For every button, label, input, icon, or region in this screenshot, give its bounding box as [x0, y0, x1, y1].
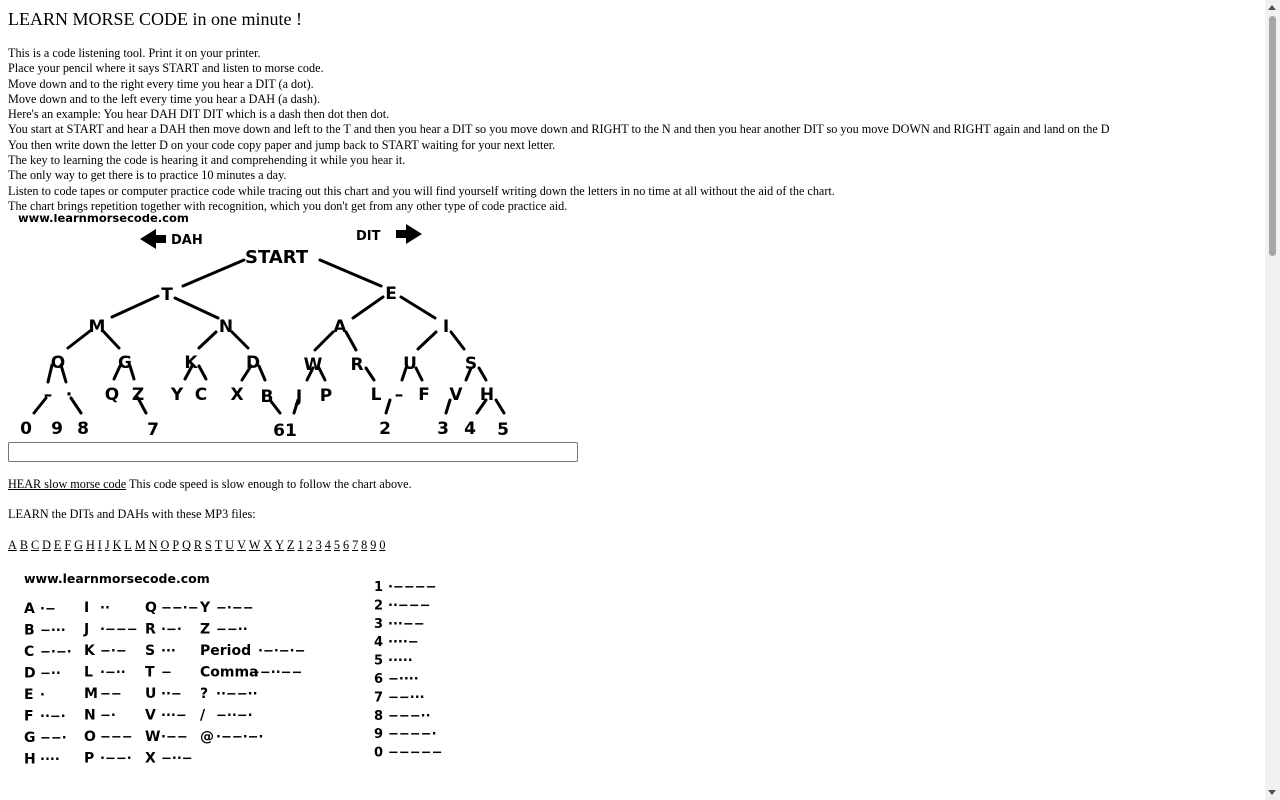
- node-5: 5: [497, 420, 509, 440]
- code-char: Y: [200, 600, 211, 617]
- node-3: 3: [437, 419, 449, 440]
- scroll-up-arrow-icon[interactable]: [1268, 5, 1276, 10]
- code-char: Period: [200, 643, 252, 660]
- dah-arrow-head: [140, 229, 156, 249]
- text-input[interactable]: [8, 442, 578, 462]
- mp3-link-x[interactable]: X: [263, 538, 273, 553]
- dit-label: DIT: [356, 229, 381, 245]
- intro-line: Listen to code tapes or computer practice code while tracing out this chart and you will find yourself writing down the letters in no time at all without the aid of the chart.: [8, 183, 835, 198]
- mp3-link-j[interactable]: J: [104, 538, 110, 553]
- hear-paragraph: [8, 477, 1258, 492]
- mp3-link-e[interactable]: E: [53, 538, 62, 553]
- code-pattern: −−··: [216, 622, 248, 638]
- code-pattern: −−·−: [161, 601, 199, 617]
- code-char: Q: [145, 600, 157, 617]
- code-char: G: [24, 730, 36, 747]
- code-char: S: [145, 643, 156, 660]
- code-pattern: ··: [100, 601, 110, 617]
- mp3-link-1[interactable]: 1: [297, 538, 304, 553]
- code-pattern: −·: [100, 708, 116, 724]
- node-7: 7: [147, 420, 159, 440]
- code-pattern: −−··−−: [249, 665, 303, 681]
- code-pattern: ···: [161, 644, 176, 660]
- node-4: 4: [464, 419, 476, 440]
- code-char: H: [24, 751, 36, 768]
- node-Y: Y: [170, 385, 184, 406]
- code-number: 1: [374, 580, 384, 596]
- node-61: 61: [273, 421, 297, 440]
- node-O: O: [50, 353, 66, 374]
- node-Z: Z: [131, 385, 145, 406]
- intro-line: The key to learning the code is hearing it and comprehending it while you hear it.: [8, 153, 406, 168]
- scroll-thumb[interactable]: [1269, 16, 1276, 256]
- node-L: L: [370, 385, 382, 406]
- code-char: W: [145, 729, 161, 746]
- code-char: B: [24, 622, 35, 639]
- code-pattern: ··−: [161, 687, 182, 703]
- code-char: N: [84, 707, 96, 724]
- code-char: @: [200, 729, 214, 746]
- node-M: M: [88, 317, 106, 338]
- node-X: X: [230, 385, 244, 406]
- mp3-link-f[interactable]: F: [64, 538, 72, 553]
- code-pattern: ·: [40, 688, 45, 704]
- morse-tree-chart: [8, 214, 528, 439]
- mp3-link-y[interactable]: Y: [275, 538, 285, 553]
- mp3-link-5[interactable]: 5: [333, 538, 340, 553]
- mp3-link-2[interactable]: 2: [306, 538, 313, 553]
- mp3-link-7[interactable]: 7: [352, 538, 359, 553]
- code-table-website: www.learnmorsecode.com: [24, 571, 210, 587]
- mp3-link-p[interactable]: P: [172, 538, 180, 553]
- mp3-link-l[interactable]: L: [124, 538, 132, 553]
- mp3-link-o[interactable]: O: [160, 538, 170, 553]
- intro-line: This is a code listening tool. Print it on your printer.: [8, 46, 261, 60]
- mp3-link-9[interactable]: 9: [370, 538, 377, 553]
- code-char: U: [145, 686, 157, 703]
- code-char: T: [145, 664, 155, 681]
- code-char: A: [24, 601, 35, 618]
- mp3-link-4[interactable]: 4: [324, 538, 331, 553]
- node-R: R: [350, 355, 364, 376]
- code-pattern: −··−·: [216, 708, 253, 724]
- node-V: V: [449, 385, 463, 406]
- code-pattern: −−−−·: [388, 727, 437, 743]
- mp3-link-i[interactable]: I: [97, 538, 102, 553]
- code-pattern: ····−: [388, 635, 419, 651]
- code-number: 0: [374, 745, 384, 761]
- mp3-link-r[interactable]: R: [193, 538, 203, 553]
- scroll-down-arrow-icon[interactable]: [1268, 790, 1276, 795]
- node-0: 0: [20, 419, 32, 440]
- mp3-link-b[interactable]: B: [19, 538, 28, 553]
- code-pattern: ····: [40, 752, 60, 768]
- code-pattern: −·−·: [40, 645, 72, 661]
- node-dash: –: [43, 385, 53, 406]
- mp3-link-6[interactable]: 6: [342, 538, 350, 553]
- dah-arrow-shaft: [156, 235, 166, 243]
- mp3-link-k[interactable]: K: [112, 538, 122, 553]
- code-pattern: −−: [100, 687, 122, 703]
- code-pattern: −·−−: [216, 601, 254, 617]
- mp3-link-a[interactable]: A: [8, 538, 17, 553]
- code-pattern: −−·: [40, 731, 67, 747]
- intro-line: Place your pencil where it says START and listen to morse code.: [8, 61, 324, 76]
- code-pattern: −···: [40, 623, 66, 639]
- intro-line: Move down and to the left every time you hear a DAH (a dash).: [8, 91, 321, 106]
- code-number: 2: [374, 598, 384, 614]
- code-pattern: −: [161, 665, 172, 681]
- code-pattern: ·−−·−·: [216, 730, 264, 746]
- code-pattern: −·−: [100, 644, 127, 660]
- code-pattern: ··−−−: [388, 598, 431, 614]
- code-pattern: ···−: [161, 708, 187, 724]
- morse-tree-image: [8, 214, 528, 439]
- mp3-link-s[interactable]: S: [205, 538, 212, 553]
- code-number: 4: [374, 635, 384, 651]
- mp3-link-0[interactable]: 0: [379, 538, 386, 553]
- intro-text: [8, 46, 1258, 214]
- intro-line: You start at START and hear a DAH then move down and left to the T and then you hear a DIT so you move down and RIGHT to the N and then you hear another DIT so you move DOWN and RIGHT again and land on the D: [8, 122, 1110, 137]
- node-U: U: [403, 354, 417, 375]
- code-char: D: [24, 665, 36, 682]
- code-pattern: −··: [40, 666, 61, 682]
- code-number: 6: [374, 672, 384, 688]
- node-J: J: [295, 387, 303, 408]
- code-pattern: −−−: [100, 730, 133, 746]
- intro-line: The chart brings repetition together with recognition, which you don't get from any other type of code practice aid.: [8, 198, 568, 213]
- code-pattern: ··−−··: [216, 687, 258, 703]
- code-pattern: ·−−: [161, 730, 188, 746]
- vertical-scrollbar[interactable]: [1265, 0, 1280, 800]
- mp3-link-t[interactable]: T: [214, 538, 223, 553]
- node-C: C: [194, 385, 208, 406]
- code-number: 5: [374, 653, 384, 669]
- hear-slow-morse-link[interactable]: HEAR slow morse code: [8, 477, 127, 492]
- mp3-link-z[interactable]: Z: [287, 538, 295, 553]
- node-W: W: [303, 355, 323, 376]
- node-2: 2: [379, 419, 391, 440]
- code-pattern: −−···: [388, 690, 425, 706]
- code-char: K: [84, 643, 95, 660]
- node-ldash: –: [394, 385, 404, 406]
- code-pattern: ·−·−·−: [258, 644, 306, 660]
- code-char: Comma: [200, 664, 259, 681]
- code-pattern: ···−−: [388, 617, 425, 633]
- code-pattern: ·−−−: [100, 622, 138, 638]
- dit-arrow-shaft: [396, 230, 406, 238]
- node-A: A: [333, 317, 347, 338]
- hear-description: This code speed is slow enough to follow the chart above.: [126, 477, 412, 492]
- code-char: C: [24, 644, 35, 661]
- page-title: LEARN MORSE CODE in one minute !: [8, 9, 302, 29]
- mp3-link-q[interactable]: Q: [182, 538, 191, 553]
- morse-code-table: [8, 569, 468, 769]
- code-char: I: [84, 600, 90, 617]
- node-D: D: [245, 353, 261, 374]
- code-char: V: [145, 707, 156, 724]
- node-P: P: [319, 386, 333, 407]
- intro-line: Here's an example: You hear DAH DIT DIT which is a dash then dot then dot.: [8, 107, 390, 122]
- code-pattern: ·−: [40, 602, 56, 618]
- code-char: M: [84, 686, 98, 703]
- code-number: 9: [374, 727, 384, 743]
- node-dot: ·: [65, 385, 73, 406]
- mp3-link-d[interactable]: D: [42, 538, 51, 553]
- mp3-link-v[interactable]: V: [237, 538, 246, 553]
- node-T: T: [161, 285, 173, 306]
- mp3-links: [8, 538, 1258, 553]
- code-pattern: ·−··: [100, 665, 126, 681]
- code-char: X: [145, 750, 156, 767]
- page-content: [8, 0, 1258, 769]
- code-pattern: −−−−−: [388, 745, 443, 761]
- learn-text: LEARN the DITs and DAHs with these MP3 files:: [8, 507, 256, 522]
- node-G: G: [118, 353, 132, 374]
- code-pattern: −−−··: [388, 709, 431, 725]
- code-number: 8: [374, 709, 384, 725]
- node-I: I: [442, 317, 450, 338]
- dit-arrow-head: [406, 224, 422, 244]
- mp3-link-3[interactable]: 3: [315, 538, 322, 553]
- code-char: O: [84, 729, 96, 746]
- mp3-link-c[interactable]: C: [30, 538, 40, 553]
- code-char: J: [84, 621, 90, 638]
- node-E: E: [385, 284, 397, 305]
- morse-code-table-image: [8, 569, 468, 769]
- node-B: B: [260, 387, 274, 408]
- code-char: /: [200, 707, 206, 724]
- code-pattern: ·−·: [161, 622, 182, 638]
- dah-label: DAH: [171, 233, 203, 249]
- code-char: ?: [200, 686, 209, 703]
- node-Q: Q: [104, 385, 120, 406]
- intro-line: Move down and to the right every time you hear a DIT (a dot).: [8, 76, 314, 91]
- node-S: S: [464, 354, 478, 375]
- intro-line: The only way to get there is to practice 10 minutes a day.: [8, 168, 287, 183]
- mp3-link-m[interactable]: M: [134, 538, 146, 553]
- code-pattern: ·−−−−: [388, 580, 437, 596]
- code-number: 3: [374, 617, 384, 633]
- code-char: P: [84, 750, 95, 767]
- chart-website: www.learnmorsecode.com: [18, 214, 189, 226]
- mp3-link-h[interactable]: H: [85, 538, 95, 553]
- code-pattern: ··−·: [40, 709, 66, 725]
- node-F: F: [418, 385, 430, 406]
- mp3-link-g[interactable]: G: [74, 538, 83, 553]
- mp3-link-u[interactable]: U: [225, 538, 235, 553]
- code-char: Z: [200, 621, 211, 638]
- mp3-link-w[interactable]: W: [248, 538, 261, 553]
- node-K: K: [184, 353, 198, 374]
- code-char: L: [84, 664, 93, 681]
- code-pattern: −····: [388, 672, 419, 688]
- node-N: N: [218, 317, 234, 338]
- code-char: F: [24, 708, 34, 725]
- code-pattern: ·−−·: [100, 751, 132, 767]
- node-9: 9: [51, 419, 63, 440]
- mp3-link-n[interactable]: N: [148, 538, 158, 553]
- code-pattern: ·····: [388, 653, 413, 669]
- mp3-link-8[interactable]: 8: [361, 538, 368, 553]
- code-char: R: [145, 621, 156, 638]
- code-char: E: [24, 687, 34, 704]
- node-8: 8: [77, 419, 89, 440]
- code-number: 7: [374, 690, 384, 706]
- start-label: START: [245, 247, 309, 269]
- intro-line: You then write down the letter D on your code copy paper and jump back to START waiting for your next letter.: [8, 137, 556, 152]
- code-pattern: −··−: [161, 751, 193, 767]
- node-H: H: [479, 385, 495, 406]
